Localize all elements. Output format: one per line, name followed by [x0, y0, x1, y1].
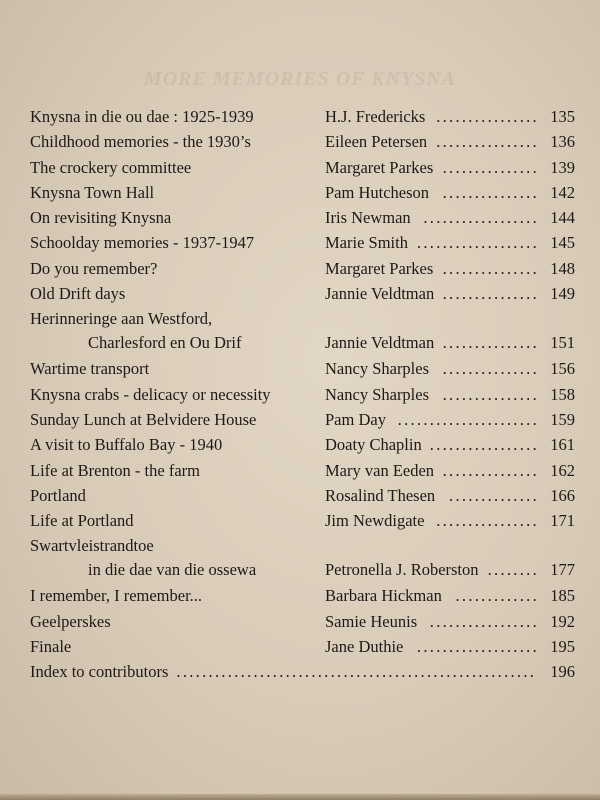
entry-title: Wartime transport: [30, 359, 150, 379]
entry-page-number: 148: [550, 258, 575, 278]
entry-page-number: 136: [550, 132, 575, 152]
dot-leader: ........................................................: [176, 662, 537, 682]
dot-leader: ...................: [416, 637, 539, 657]
toc-entry: [30, 104, 575, 129]
dot-leader: ...............: [442, 384, 539, 404]
entry-author: Margaret Parkes: [325, 157, 434, 177]
entry-page-number: 158: [550, 384, 575, 404]
entry-title: Childhood memories - the 1930’s: [30, 132, 251, 152]
entry-author: Samie Heunis: [325, 611, 418, 631]
faded-title-show-through: MORE MEMORIES OF KNYSNA: [143, 68, 457, 90]
entry-title-continued: Charlesford en Ou Drif: [88, 333, 242, 353]
entry-title: Do you remember?: [30, 258, 158, 278]
toc-entry: [30, 205, 575, 230]
entry-page-number: 196: [550, 662, 575, 682]
toc-entry: [30, 180, 575, 205]
entry-title: Swartvleistrandtoe: [30, 536, 154, 556]
entry-author: Jane Duthie: [325, 637, 404, 657]
toc-entry: [30, 483, 575, 508]
entry-page-number: 139: [550, 157, 575, 177]
entry-page-number: 151: [550, 333, 575, 353]
entry-author: Jim Newdigate: [325, 511, 425, 531]
dot-leader: ................: [436, 511, 539, 531]
dot-leader: ..............: [449, 485, 539, 505]
toc-entry: [30, 382, 575, 407]
entry-title-continued: in die dae van die ossewa: [88, 560, 257, 580]
entry-page-number: 156: [550, 359, 575, 379]
dot-leader: ..................: [423, 208, 539, 228]
toc-entry: [30, 458, 575, 483]
entry-page-number: 195: [550, 637, 575, 657]
table-of-contents: [30, 104, 575, 685]
toc-entry-index: [30, 659, 575, 684]
toc-entry: [30, 306, 575, 356]
entry-author: Nancy Sharples: [325, 359, 430, 379]
entry-author: Pam Day: [325, 409, 386, 429]
entry-author: Iris Newman: [325, 208, 411, 228]
entry-title: Portland: [30, 485, 86, 505]
entry-page-number: 171: [550, 511, 575, 531]
dot-leader: ........: [487, 560, 539, 580]
toc-entry: [30, 129, 575, 154]
toc-entry: [30, 230, 575, 255]
dot-leader: ...................: [416, 233, 539, 253]
entry-author: H.J. Fredericks: [325, 107, 426, 126]
entry-author: Mary van Eeden: [325, 460, 435, 480]
entry-author: Barbara Hickman: [325, 586, 442, 606]
toc-entry: [30, 583, 575, 608]
entry-title: A visit to Buffalo Bay - 1940: [30, 435, 223, 455]
entry-author: Eileen Petersen: [325, 132, 428, 152]
entry-page-number: 185: [550, 586, 575, 606]
entry-title: Life at Brenton - the farm: [30, 460, 200, 480]
entry-page-number: 145: [550, 233, 575, 253]
entry-page-number: 161: [550, 435, 575, 455]
dot-leader: ...............: [442, 258, 539, 278]
toc-entry: [30, 155, 575, 180]
entry-title: Geelperskes: [30, 611, 111, 631]
entry-author: Petronella J. Roberston: [325, 560, 479, 580]
entry-author: Margaret Parkes: [325, 258, 434, 278]
entry-page-number: 149: [550, 284, 575, 304]
entry-title: Knysna in die ou dae : 1925-1939: [30, 107, 254, 126]
entry-page-number: 166: [550, 485, 575, 505]
entry-page-number: 159: [550, 409, 575, 429]
entry-page-number: 162: [550, 460, 575, 480]
page-bottom-edge: [0, 794, 600, 800]
dot-leader: ...............: [442, 333, 539, 353]
toc-entry: [30, 533, 575, 583]
entry-title: Knysna Town Hall: [30, 182, 155, 202]
dot-leader: ...............: [442, 182, 539, 202]
dot-leader: .................: [429, 435, 539, 455]
toc-entry: [30, 281, 575, 306]
toc-entry: [30, 356, 575, 381]
entry-title: Schoolday memories - 1937-1947: [30, 233, 255, 253]
toc-entry: [30, 432, 575, 457]
dot-leader: .............: [455, 586, 539, 606]
entry-title: Sunday Lunch at Belvidere House: [30, 409, 257, 429]
toc-entries: [30, 104, 575, 659]
toc-entry: [30, 634, 575, 659]
toc-entry: [30, 508, 575, 533]
dot-leader: .................: [429, 611, 539, 631]
entry-page-number: 144: [550, 208, 575, 228]
entry-page-number: 192: [550, 611, 575, 631]
entry-page-number: 142: [550, 182, 575, 202]
entry-page-number: 135: [550, 107, 575, 126]
toc-entry: [30, 609, 575, 634]
entry-title: Herinneringe aan Westford,: [30, 309, 213, 329]
entry-title: On revisiting Knysna: [30, 208, 172, 228]
entry-title: Old Drift days: [30, 284, 126, 304]
dot-leader: ...............: [442, 460, 539, 480]
toc-entry: [30, 256, 575, 281]
entry-title: The crockery committee: [30, 157, 192, 177]
entry-page-number: 177: [550, 560, 575, 580]
entry-author: Nancy Sharples: [325, 384, 430, 404]
entry-author: Rosalind Thesen: [325, 485, 436, 505]
entry-title: Finale: [30, 637, 72, 657]
entry-title: Knysna crabs - delicacy or necessity: [30, 384, 271, 404]
dot-leader: ...............: [442, 157, 539, 177]
dot-leader: ................: [436, 107, 539, 126]
entry-title: Life at Portland: [30, 511, 134, 531]
dot-leader: ................: [436, 132, 539, 152]
entry-title: I remember, I remember...: [30, 586, 203, 606]
entry-author: Marie Smith: [325, 233, 408, 253]
entry-title: Index to contributors: [30, 662, 169, 682]
toc-entry: [30, 407, 575, 432]
dot-leader: ...............: [442, 359, 539, 379]
entry-author: Pam Hutcheson: [325, 182, 430, 202]
dot-leader: ...............: [442, 284, 539, 304]
entry-author: Doaty Chaplin: [325, 435, 422, 455]
entry-author: Jannie Veldtman: [325, 333, 435, 353]
dot-leader: ......................: [397, 409, 539, 429]
entry-author: Jannie Veldtman: [325, 284, 435, 304]
